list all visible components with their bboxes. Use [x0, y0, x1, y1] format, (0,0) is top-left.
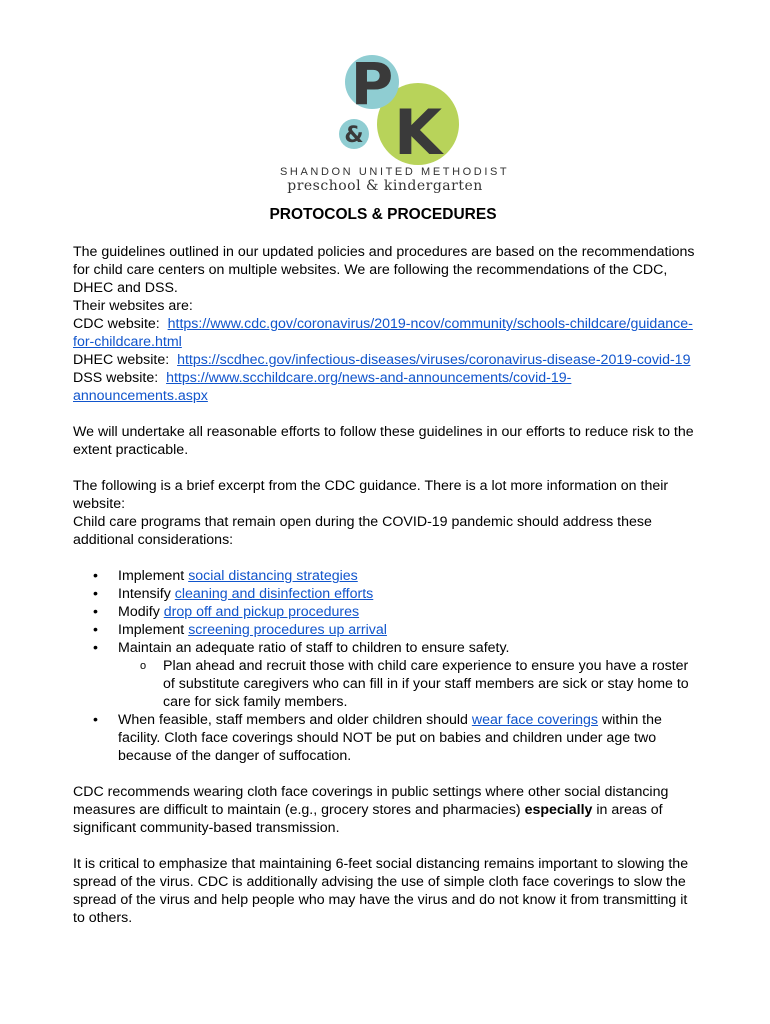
- cleaning-disinfection-link[interactable]: cleaning and disinfection efforts: [174, 586, 374, 602]
- face-coverings-link[interactable]: wear face coverings: [471, 712, 599, 728]
- list-item-text: Maintain an adequate ratio of staff to children to ensure safety.: [118, 640, 510, 656]
- dhec-link[interactable]: https://scdhec.gov/infectious-diseases/viruses/coronavirus-disease-2019-covid-19: [177, 352, 691, 368]
- websites-label: Their websites are:: [73, 298, 193, 314]
- list-item-prefix: Intensify: [118, 586, 175, 602]
- logo-school-name: preschool & kindergarten: [287, 178, 483, 194]
- logo-letter-p: P: [350, 52, 394, 118]
- excerpt-text-2: Child care programs that remain open during the COVID-19 pandemic should address these additional considerations:: [73, 514, 652, 548]
- list-item: [118, 585, 703, 603]
- cdc-label: CDC website:: [73, 316, 160, 332]
- list-item: [118, 603, 703, 621]
- document-body: [73, 205, 703, 945]
- cloth-text: CDC recommends wearing cloth face coverings in public settings where other social distancing measures are difficult to maintain (e.g., grocery stores and pharmacies): [73, 784, 669, 818]
- logo-ampersand: &: [344, 123, 364, 148]
- cdc-link[interactable]: https://www.cdc.gov/coronavirus/2019-ncov/community/schools-childcare/guidance-for-childcare.html: [73, 316, 693, 350]
- list-item-prefix: Modify: [118, 604, 164, 620]
- list-item: [118, 711, 703, 765]
- cloth-suffix: in areas of significant community-based transmission.: [73, 802, 663, 836]
- excerpt-text-1: The following is a brief excerpt from the CDC guidance. There is a lot more information on their website:: [73, 478, 669, 512]
- list-item-prefix: Implement: [118, 622, 189, 638]
- cloth-coverings-paragraph: [73, 783, 703, 837]
- sub-list: [118, 657, 703, 711]
- considerations-list: [73, 567, 703, 765]
- excerpt-paragraph: [73, 477, 703, 549]
- dropoff-pickup-link[interactable]: drop off and pickup procedures: [163, 604, 360, 620]
- list-item-prefix: Implement: [118, 568, 189, 584]
- sub-list-item: o Plan ahead and recruit those with child care experience to ensure you have a roster of substitute caregivers who can fill in if your staff members are sick or stay home to care for sick family members.: [163, 657, 703, 711]
- efforts-paragraph: We will undertake all reasonable efforts to follow these guidelines in our efforts to reduce risk to the extent practicable.: [73, 424, 694, 458]
- social-distancing-link[interactable]: social distancing strategies: [188, 568, 358, 584]
- cloth-bold-text: especially: [524, 802, 593, 818]
- intro-text: The guidelines outlined in our updated policies and procedures are based on the recommendations for child care centers on multiple websites. We are following the recommendations of the CDC, DHEC and DSS.: [73, 244, 695, 296]
- dss-link[interactable]: https://www.scchildcare.org/news-and-announcements/covid-19-announcements.aspx: [73, 370, 572, 404]
- list-item: [118, 567, 703, 585]
- logo-org-name: SHANDON UNITED METHODIST: [280, 166, 510, 178]
- face-bullet-prefix: When feasible, staff members and older children should: [118, 712, 472, 728]
- dhec-label: DHEC website:: [73, 352, 170, 368]
- page-title: PROTOCOLS & PROCEDURES: [269, 206, 497, 223]
- list-item: [118, 639, 703, 711]
- logo-letter-k: K: [393, 96, 443, 169]
- list-item: [118, 621, 703, 639]
- screening-procedures-link[interactable]: screening procedures up arrival: [188, 622, 387, 638]
- intro-paragraph: [73, 243, 703, 405]
- face-bullet-suffix: within the facility. Cloth face coverings should NOT be put on babies and children under age two because of the danger of suffocation.: [118, 712, 662, 764]
- dss-label: DSS website:: [73, 370, 159, 386]
- critical-paragraph: It is critical to emphasize that maintaining 6-feet social distancing remains important to slowing the spread of the virus. CDC is additionally advising the use of simple cloth face coverings to slow the spread of the virus and help people who may have the virus and do not know it from transmitting it to others.: [73, 856, 689, 926]
